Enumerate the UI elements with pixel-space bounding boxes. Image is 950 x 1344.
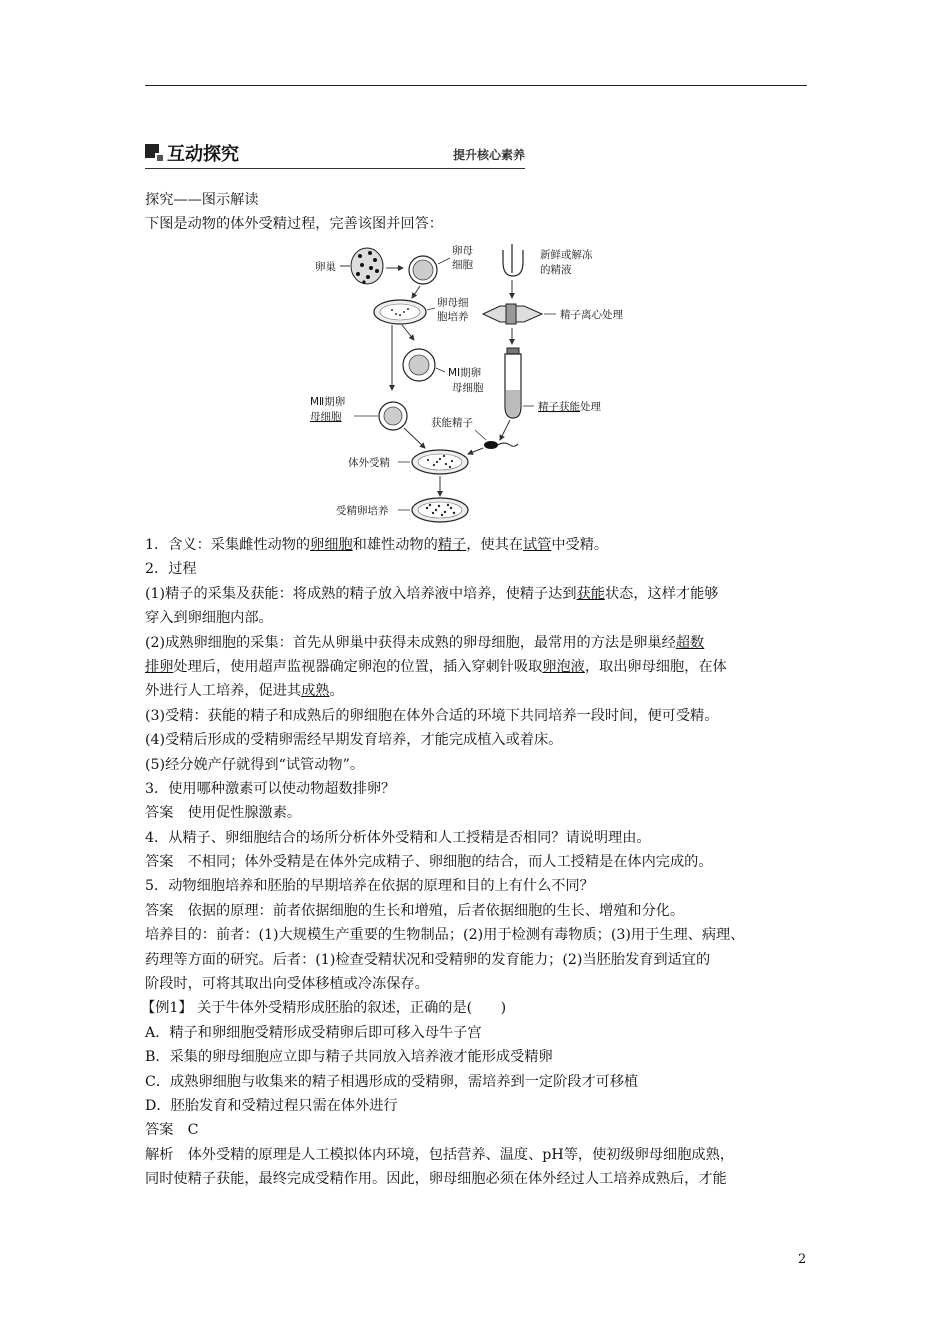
label-capacitation bbox=[538, 400, 601, 413]
label-fresh-1: 新鲜或解冻 bbox=[540, 249, 593, 261]
sperm-tail bbox=[498, 443, 518, 446]
t-u: 试管 bbox=[522, 537, 552, 553]
centrifuge-center bbox=[506, 304, 516, 324]
label-m2-2: 母细胞 bbox=[310, 411, 342, 423]
arrow-tube-sperm bbox=[500, 420, 510, 440]
line-q5: 5．动物细胞培养和胚胎的早期培养在依据的原理和目的上有什么不同？ bbox=[145, 878, 594, 895]
oocyte-leader bbox=[438, 258, 450, 264]
centrifuge-tube-right bbox=[516, 306, 542, 322]
t: 外进行人工培养，促进其 bbox=[145, 683, 302, 700]
t: 1．含义：采集雌性动物的 bbox=[145, 537, 311, 553]
header-rule bbox=[145, 85, 807, 86]
label-capacitation-b: 处理 bbox=[580, 401, 601, 413]
arrow-m2-ivf bbox=[404, 428, 425, 448]
capacitated-leader bbox=[475, 430, 486, 440]
label-centrifuge: 精子离心处理 bbox=[560, 309, 623, 321]
label-ivf: 体外受精 bbox=[348, 457, 390, 469]
arrow-culture-m1 bbox=[402, 325, 414, 340]
line-instruction: 下图是动物的体外受精过程，完善该图并回答： bbox=[145, 216, 443, 233]
line-analysis-2: 同时使精子获能，最终完成受精作用。因此，卵母细胞必须在体外经过人工培养成熟后，才能 bbox=[145, 1171, 727, 1188]
line-step3: (3)受精：获能的精子和成熟后的卵细胞在体外合适的环境下共同培养一段时间，便可受精。 bbox=[145, 707, 719, 724]
t: (1)精子的采集及获能：将成熟的精子放入培养液中培养，使精子达到 bbox=[145, 585, 577, 602]
section-title: 互动探究 bbox=[167, 144, 239, 165]
t: 处理后，使用超声监视器确定卵泡的位置，插入穿刺针吸取 bbox=[173, 658, 543, 675]
option-b: B．采集的卵母细胞应立即与精子共同放入培养液才能形成受精卵 bbox=[145, 1049, 553, 1066]
line-a5-purpose: 培养目的：前者：(1)大规模生产重要的生物制品；(2)用于检测有毒物质；(3)用于生理、病理、 bbox=[145, 927, 745, 944]
label-m1-2: 母细胞 bbox=[452, 382, 484, 394]
t-u: 获能 bbox=[576, 585, 605, 602]
t-u: 成熟 bbox=[301, 683, 330, 700]
line-step2-end bbox=[145, 679, 807, 703]
line-q3: 3．使用哪种激素可以使动物超数排卵？ bbox=[145, 780, 396, 797]
line-a5: 答案 依据的原理：前者依据细胞的生长和增殖，后者依据细胞的生长、增殖和分化。 bbox=[145, 902, 685, 919]
arrow-sperm-ivf bbox=[468, 448, 483, 454]
t-u: 卵泡液 bbox=[542, 658, 585, 675]
line-heading: 探究——图示解读 bbox=[145, 192, 259, 208]
option-c: C．成熟卵细胞与收集来的精子相遇形成的受精卵，需培养到一定阶段才可移植 bbox=[145, 1073, 639, 1090]
m1-oocyte-inner bbox=[409, 355, 429, 375]
semen-tube bbox=[503, 250, 523, 276]
t-u: 卵细胞 bbox=[310, 537, 353, 553]
line-step2-cont bbox=[145, 655, 807, 679]
line-a5-purpose-3: 阶段时，可将其取出向受体移植或冷冻保存。 bbox=[145, 976, 429, 993]
arrow-oocyte-culture bbox=[412, 286, 420, 298]
t: 状态，这样才能够 bbox=[604, 585, 719, 602]
section-subtitle: 提升核心素养 bbox=[452, 148, 525, 162]
label-zygote-culture: 受精卵培养 bbox=[336, 505, 389, 517]
ivf-diagram bbox=[300, 240, 660, 530]
sperm-head bbox=[484, 441, 498, 449]
culture-leader bbox=[427, 308, 435, 310]
line-process: 2．过程 bbox=[145, 561, 197, 578]
line-a3: 答案 使用促性腺激素。 bbox=[145, 805, 302, 822]
label-ovary: 卵巢 bbox=[315, 261, 336, 273]
label-oocyte-1: 卵母 bbox=[452, 245, 473, 257]
t-u: 精子 bbox=[437, 537, 467, 553]
zygote-dish-inner bbox=[418, 502, 462, 518]
t: ，使其在 bbox=[466, 537, 523, 553]
label-m1-1: MⅠ期卵 bbox=[448, 367, 482, 379]
t: (2)成熟卵细胞的采集：首先从卵巢中获得未成熟的卵母细胞，最常用的方法是卵巢经 bbox=[145, 634, 676, 651]
centrifuge-tube-left bbox=[483, 306, 506, 322]
line-step1 bbox=[145, 582, 807, 606]
label-oocyte-2: 细胞 bbox=[452, 259, 473, 271]
line-a5-purpose-2: 药理等方面的研究。后者：(1)检查受精状况和受精卵的发育能力；(2)当胚胎发育到适宜的 bbox=[145, 951, 711, 968]
culture-dish-inner bbox=[380, 304, 420, 320]
option-d: D．胚胎发育和受精过程只需在体外进行 bbox=[145, 1097, 398, 1114]
tube-cap bbox=[507, 348, 519, 354]
line-answer: 答案 C bbox=[145, 1122, 199, 1139]
option-a: A．精子和卵细胞受精形成受精卵后即可移入母牛子宫 bbox=[145, 1024, 482, 1041]
ivf-dish-inner bbox=[418, 454, 462, 470]
label-culture-1: 卵母细 bbox=[437, 297, 469, 309]
intro-text bbox=[145, 188, 807, 237]
label-capacitation-a: 精子获能 bbox=[538, 401, 580, 413]
section-header bbox=[145, 143, 525, 170]
label-capacitated: 获能精子 bbox=[431, 417, 473, 429]
t: ，取出卵母细胞，在体 bbox=[584, 658, 727, 675]
line-step1-cont: 穿入到卵细胞内部。 bbox=[145, 610, 273, 627]
label-culture-2: 胞培养 bbox=[437, 311, 469, 323]
line-example1: 【例1】 关于牛体外受精形成胚胎的叙述，正确的是( ) bbox=[141, 1000, 507, 1017]
m1-leader bbox=[436, 368, 445, 372]
body-text bbox=[141, 533, 807, 1192]
t: 。 bbox=[329, 683, 344, 700]
section-underline bbox=[145, 168, 525, 169]
t: 和雄性动物的 bbox=[352, 537, 438, 553]
label-fresh-2: 的精液 bbox=[540, 264, 572, 276]
t-u: 排卵 bbox=[145, 658, 174, 675]
page-number: 2 bbox=[798, 1252, 807, 1267]
line-step4: (4)受精后形成的受精卵需经早期发育培养，才能完成植入或着床。 bbox=[145, 732, 563, 749]
oocyte-inner bbox=[413, 260, 433, 280]
line-step5: (5)经分娩产仔就得到“试管动物”。 bbox=[145, 756, 365, 773]
test-tube-liquid bbox=[506, 390, 520, 417]
line-step2 bbox=[145, 631, 807, 655]
t-u: 超数 bbox=[675, 634, 705, 651]
t: 中受精。 bbox=[551, 537, 609, 553]
section-mark-inner bbox=[157, 155, 163, 161]
line-definition bbox=[145, 533, 807, 557]
line-a4: 答案 不相同；体外受精是在体外完成精子、卵细胞的结合，而人工授精是在体内完成的。 bbox=[145, 854, 713, 871]
m2-oocyte-inner bbox=[384, 407, 402, 425]
line-q4: 4．从精子、卵细胞结合的场所分析体外受精和人工授精是否相同？请说明理由。 bbox=[145, 829, 651, 846]
line-analysis: 解析 体外受精的原理是人工模拟体内环境，包括营养、温度、pH等，使初级卵母细胞成熟， bbox=[145, 1146, 734, 1163]
label-m2-1: MⅡ期卵 bbox=[310, 396, 346, 408]
